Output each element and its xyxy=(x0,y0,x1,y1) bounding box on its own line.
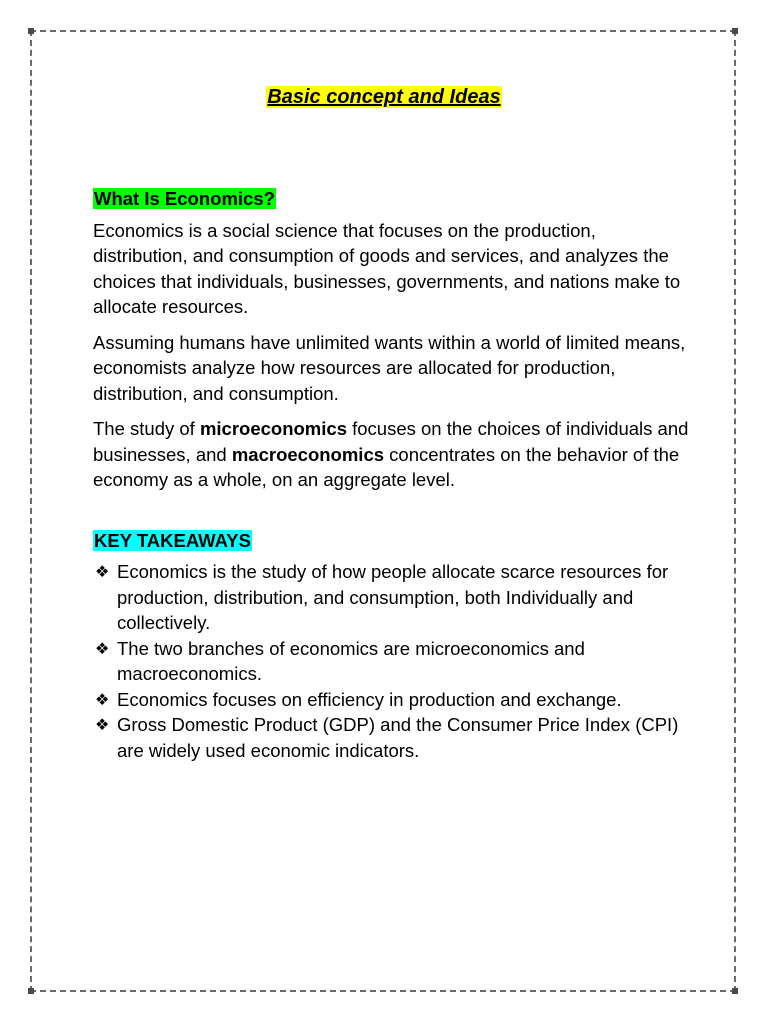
section-heading-text: KEY TAKEAWAYS xyxy=(94,529,251,551)
corner-mark-top-right xyxy=(732,28,738,34)
paragraph-text: The study of xyxy=(93,418,200,439)
term-microeconomics: microeconomics xyxy=(199,418,347,439)
diamond-bullet-icon: ❖ xyxy=(95,689,110,709)
list-item-text: Economics is the study of how people allocate scarce resources for production, distribution, and consumption, both Individually and collectively. xyxy=(117,561,669,633)
corner-mark-bottom-right xyxy=(732,988,738,994)
list-item xyxy=(93,687,693,713)
section-heading-text: What Is Economics? xyxy=(94,188,275,209)
takeaways-list xyxy=(93,559,693,763)
paragraph-text: focuses on the choices of individuals and businesses, and xyxy=(93,418,689,465)
list-item-text: The two branches of economics are microeconomics and macroeconomics. xyxy=(117,637,585,684)
list-item xyxy=(93,712,693,763)
paragraph-micro-macro xyxy=(93,416,693,493)
term-macroeconomics: macroeconomics xyxy=(231,443,385,465)
diamond-bullet-icon: ❖ xyxy=(95,715,110,734)
corner-mark-top-left xyxy=(28,28,34,34)
document-title xyxy=(0,86,768,109)
list-item-text: Economics focuses on efficiency in production and exchange. xyxy=(117,688,622,710)
section-heading-what-is-economics xyxy=(93,186,693,212)
paragraph: Economics is a social science that focuses on the production, distribution, and consumption of goods and services, and analyzes the choices that individuals, businesses, governments, and nations make to allocate resources. xyxy=(93,219,681,317)
diamond-bullet-icon: ❖ xyxy=(95,638,110,658)
list-item-text: Gross Domestic Product (GDP) and the Consumer Price Index (CPI) are widely used economic indicators. xyxy=(117,714,679,761)
list-item xyxy=(93,636,693,687)
document-title-text: Basic concept and Ideas xyxy=(267,86,501,108)
diamond-bullet-icon: ❖ xyxy=(95,562,110,581)
paragraph-text: concentrates on the behavior of the economy as a whole, on an aggregate level. xyxy=(93,443,680,490)
paragraph: Assuming humans have unlimited wants within a world of limited means, economists analyze how resources are allocated for production, distribution, and consumption. xyxy=(93,331,686,404)
document-body xyxy=(93,186,693,763)
corner-mark-bottom-left xyxy=(28,988,34,994)
section-heading-key-takeaways xyxy=(93,528,693,554)
list-item xyxy=(93,559,693,636)
